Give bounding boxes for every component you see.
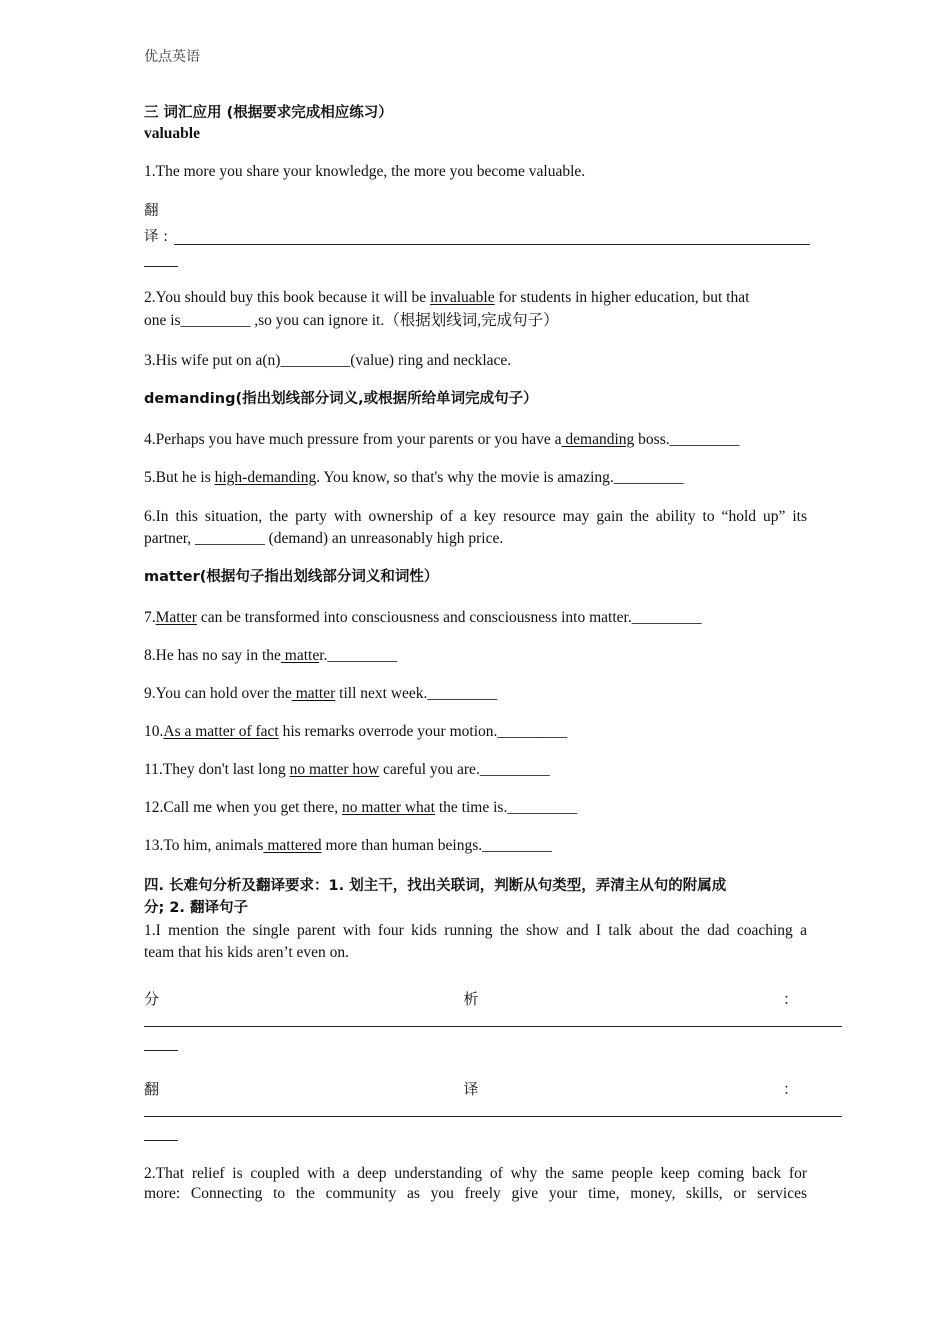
answer-line: [144, 1026, 842, 1027]
underlined-word: As a matter of fact: [163, 723, 279, 740]
sentence-1-line-2: team that his kids aren’t even on.: [144, 944, 350, 961]
question-2-line-2: one is_________ ,so you can ignore it.（根据划线词,完成句子）: [144, 312, 559, 329]
sentence-1: 1.I mention the single parent with four kids running the show and I talk about the dad coaching a: [144, 922, 807, 939]
question-9: 9.You can hold over the matter till next week._________: [144, 685, 498, 702]
question-4: 4.Perhaps you have much pressure from your parents or you have a demanding boss._________: [144, 431, 740, 448]
question-8: 8.He has no say in the matter._________: [144, 647, 398, 664]
section-4-title-line-2: 分; 2. 翻译句子: [144, 900, 248, 916]
page-header: 优点英语: [144, 49, 200, 65]
answer-line: [144, 1116, 842, 1117]
question-6-line-2: partner, _________ (demand) an unreasonably high price.: [144, 530, 504, 547]
underlined-word: no matter what: [342, 799, 435, 816]
question-10: 10.As a matter of fact his remarks overrode your motion._________: [144, 723, 568, 740]
demanding-heading: demanding(指出划线部分词义,或根据所给单词完成句子）: [144, 391, 538, 407]
question-2: 2.You should buy this book because it will be invaluable for students in higher education, but that: [144, 289, 750, 306]
question-12: 12.Call me when you get there, no matter what the time is._________: [144, 799, 578, 816]
matter-heading: matter(根据句子指出划线部分词义和词性）: [144, 569, 439, 585]
question-3: 3.His wife put on a(n)_________(value) ring and necklace.: [144, 352, 512, 369]
question-13: 13.To him, animals mattered more than human beings._________: [144, 837, 552, 854]
question-1: 1.The more you share your knowledge, the more you become valuable.: [144, 163, 586, 180]
sentence-2: 2.That relief is coupled with a deep understanding of why the same people keep coming back for: [144, 1165, 807, 1182]
underlined-word: mattered: [263, 837, 322, 854]
valuable-heading: valuable: [144, 125, 200, 142]
answer-line: [174, 244, 810, 245]
question-7: 7.Matter can be transformed into consciousness and consciousness into matter._________: [144, 609, 702, 626]
underlined-word: Matter: [155, 609, 197, 626]
underlined-word: high-demanding: [214, 469, 317, 486]
answer-line-tail: [144, 1140, 178, 1141]
translate-label-1: 翻: [144, 203, 159, 219]
underlined-word: matte: [280, 647, 320, 664]
translate-label-2: 译 :: [144, 229, 168, 245]
underlined-word: demanding: [561, 431, 635, 448]
underlined-word: invaluable: [430, 289, 495, 306]
underlined-word: no matter how: [289, 761, 380, 778]
translation-label: 翻 译 ：: [144, 1080, 798, 1098]
analysis-label: 分 析 ：: [144, 990, 798, 1008]
answer-line-tail: [144, 1050, 178, 1051]
sentence-2-line-2: more: Connecting to the community as you freely give your time, money, skills, or services: [144, 1185, 807, 1202]
underlined-word: matter: [291, 685, 336, 702]
question-11: 11.They don't last long no matter how careful you are._________: [144, 761, 550, 778]
question-5: 5.But he is high-demanding. You know, so that's why the movie is amazing._________: [144, 469, 684, 486]
question-6: 6.In this situation, the party with ownership of a key resource may gain the ability to “hold up” its: [144, 508, 807, 525]
answer-line-tail: [144, 266, 178, 267]
section-3-title: 三 词汇应用 (根据要求完成相应练习）: [144, 105, 393, 121]
section-4-title: 四. 长难句分析及翻译要求：1. 划主干，找出关联词，判断从句类型，弄清主从句的附属成: [144, 878, 727, 894]
